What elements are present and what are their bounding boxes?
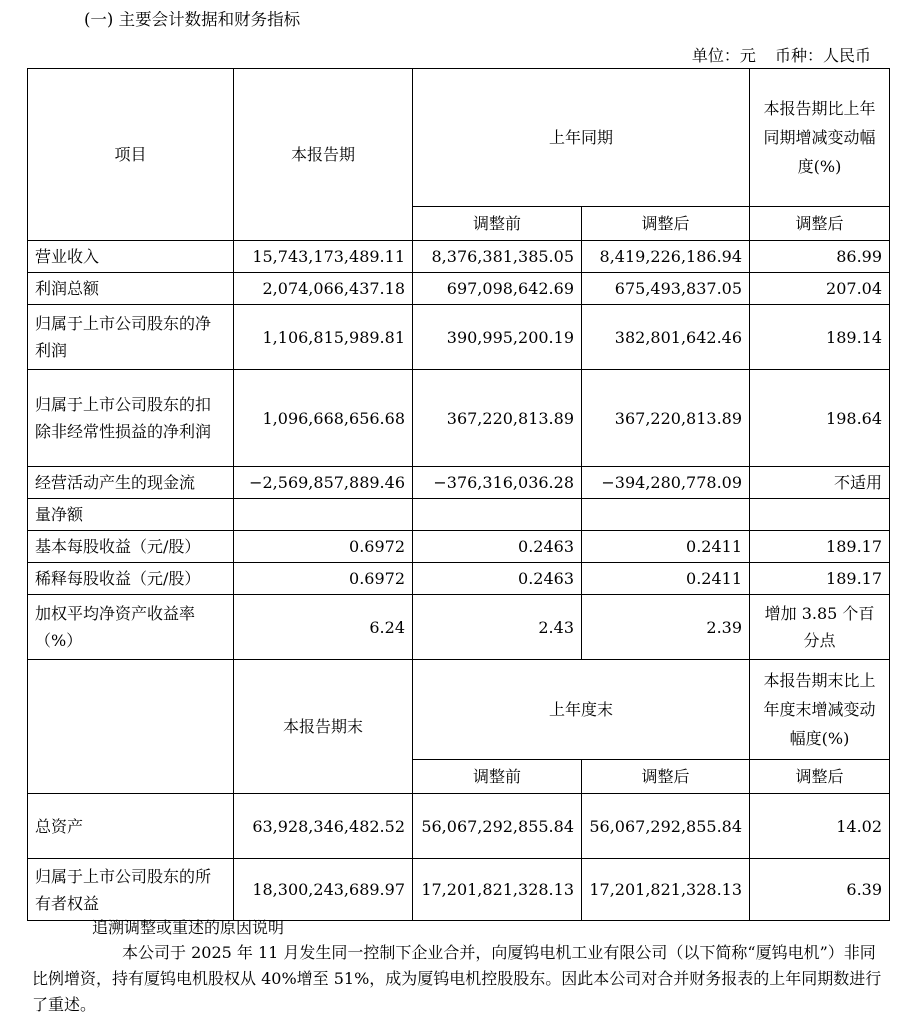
cell-current: −2,569,857,889.46 — [234, 467, 413, 499]
cell-empty — [234, 499, 413, 531]
cell-empty — [413, 499, 582, 531]
cell-empty — [750, 499, 890, 531]
row-label: 营业收入 — [28, 241, 234, 273]
cell-after: −394,280,778.09 — [582, 467, 750, 499]
currency-label: 币种：人民币 — [774, 46, 871, 65]
cell-change: 增加 3.85 个百分点 — [750, 595, 890, 660]
cell-current: 6.24 — [234, 595, 413, 660]
cell-after: 0.2411 — [582, 563, 750, 595]
cell-current: 0.6972 — [234, 563, 413, 595]
cell-before: 390,995,200.19 — [413, 305, 582, 370]
unit-label: 单位：元 — [691, 46, 756, 65]
cell-current: 1,106,815,989.81 — [234, 305, 413, 370]
table-row — [28, 859, 890, 921]
unit-line — [678, 43, 871, 66]
cell-change: 189.17 — [750, 563, 890, 595]
header2-prior-year-end: 上年度末 — [413, 660, 750, 760]
notes-heading: 追溯调整或重述的原因说明 — [92, 918, 285, 937]
cell-change: 189.14 — [750, 305, 890, 370]
cell-after: 8,419,226,186.94 — [582, 241, 750, 273]
cell-before: 17,201,821,328.13 — [413, 859, 582, 921]
cell-change: 86.99 — [750, 241, 890, 273]
cell-current: 0.6972 — [234, 531, 413, 563]
cell-empty — [582, 499, 750, 531]
header-change-sub: 调整后 — [750, 207, 890, 241]
row-label: 量净额 — [28, 499, 234, 531]
header2-current-period-end: 本报告期末 — [234, 660, 413, 794]
cell-after: 675,493,837.05 — [582, 273, 750, 305]
table-row — [28, 499, 890, 531]
row-label: 加权平均净资产收益率（%） — [28, 595, 234, 660]
row-label: 经营活动产生的现金流 — [28, 467, 234, 499]
cell-before: 8,376,381,385.05 — [413, 241, 582, 273]
cell-current: 18,300,243,689.97 — [234, 859, 413, 921]
cell-change: 207.04 — [750, 273, 890, 305]
table-row — [28, 370, 890, 467]
header2-change-sub: 调整后 — [750, 760, 890, 794]
header2-change: 本报告期末比上年度末增减变动幅度(%) — [750, 660, 890, 760]
row-label: 归属于上市公司股东的净利润 — [28, 305, 234, 370]
header-prior-period: 上年同期 — [413, 69, 750, 207]
cell-after: 0.2411 — [582, 531, 750, 563]
row-label: 利润总额 — [28, 273, 234, 305]
cell-change: 6.39 — [750, 859, 890, 921]
table-row — [28, 531, 890, 563]
header-current-period: 本报告期 — [234, 69, 413, 241]
table-row — [28, 241, 890, 273]
cell-before: 367,220,813.89 — [413, 370, 582, 467]
table-row — [28, 794, 890, 859]
row-label: 基本每股收益（元/股） — [28, 531, 234, 563]
table-row — [28, 595, 890, 660]
section-title: (一) 主要会计数据和财务指标 — [84, 10, 301, 29]
cell-after: 17,201,821,328.13 — [582, 859, 750, 921]
cell-after: 2.39 — [582, 595, 750, 660]
row-label: 归属于上市公司股东的所有者权益 — [28, 859, 234, 921]
cell-before: 56,067,292,855.84 — [413, 794, 582, 859]
header2-before-adjust: 调整前 — [413, 760, 582, 794]
header-after-adjust: 调整后 — [582, 207, 750, 241]
row-label: 归属于上市公司股东的扣除非经常性损益的净利润 — [28, 370, 234, 467]
table-row — [28, 467, 890, 499]
cell-after: 382,801,642.46 — [582, 305, 750, 370]
cell-change: 198.64 — [750, 370, 890, 467]
cell-before: 0.2463 — [413, 531, 582, 563]
cell-current: 2,074,066,437.18 — [234, 273, 413, 305]
financial-indicators-table — [27, 68, 890, 921]
cell-after: 56,067,292,855.84 — [582, 794, 750, 859]
cell-before: 697,098,642.69 — [413, 273, 582, 305]
cell-change: 不适用 — [750, 467, 890, 499]
header2-after-adjust: 调整后 — [582, 760, 750, 794]
cell-after: 367,220,813.89 — [582, 370, 750, 467]
cell-before: −376,316,036.28 — [413, 467, 582, 499]
table-row — [28, 305, 890, 370]
header-before-adjust: 调整前 — [413, 207, 582, 241]
notes-body: 本公司于 2025 年 11 月发生同一控制下企业合并，向厦钨电机工业有限公司（以下简称“厦钨电机”）非同比例增资，持有厦钨电机股权从 40%增至 51%，成为厦钨电机控股股东。因此本公司对合并财务报表的上年同期数进行了重述。 — [32, 943, 882, 1014]
row-label: 总资产 — [28, 794, 234, 859]
cell-change: 14.02 — [750, 794, 890, 859]
cell-current: 63,928,346,482.52 — [234, 794, 413, 859]
table-row — [28, 563, 890, 595]
cell-before: 0.2463 — [413, 563, 582, 595]
header2-item-empty — [28, 660, 234, 794]
cell-current: 15,743,173,489.11 — [234, 241, 413, 273]
header-item: 项目 — [28, 69, 234, 241]
header-change: 本报告期比上年同期增减变动幅度(%) — [750, 69, 890, 207]
cell-current: 1,096,668,656.68 — [234, 370, 413, 467]
cell-change: 189.17 — [750, 531, 890, 563]
table-row — [28, 273, 890, 305]
cell-before: 2.43 — [413, 595, 582, 660]
row-label: 稀释每股收益（元/股） — [28, 563, 234, 595]
